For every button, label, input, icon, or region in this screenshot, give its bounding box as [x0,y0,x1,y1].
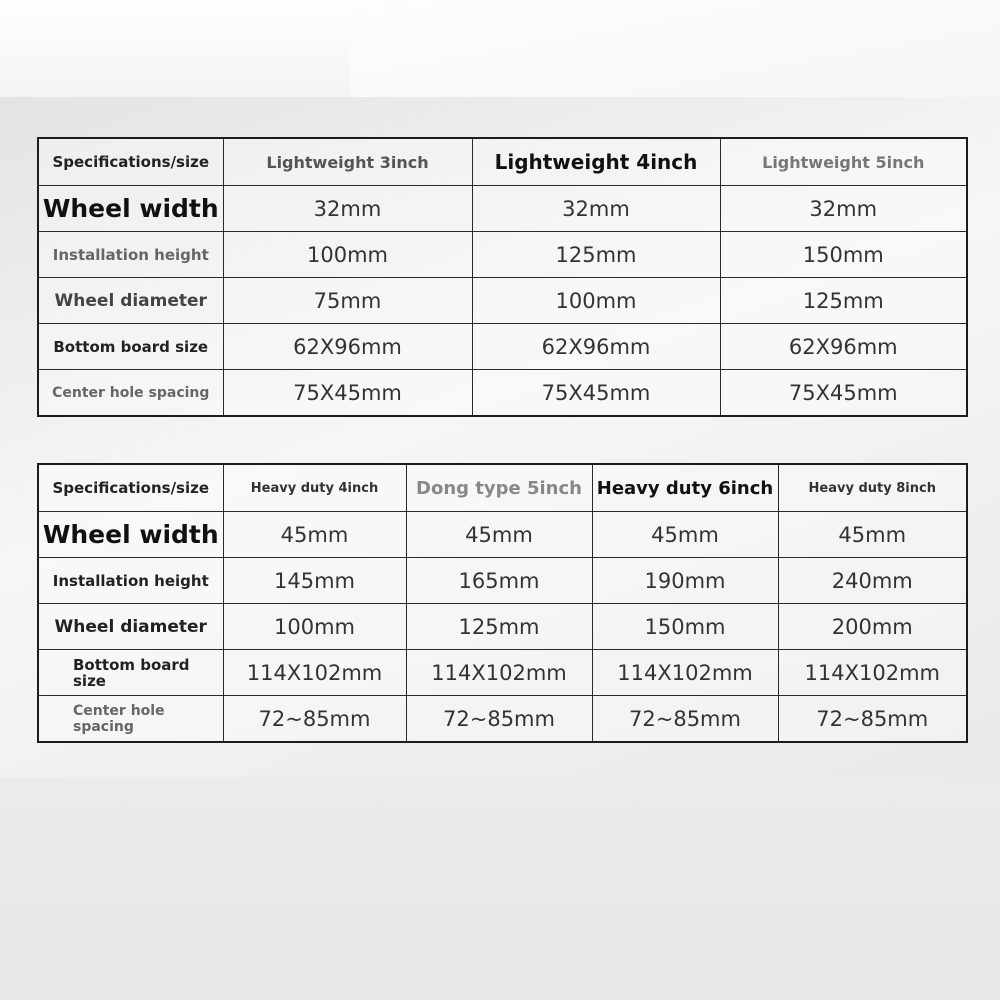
heavy-duty-spec-table [37,463,968,743]
table-cell: 114X102mm [406,650,592,696]
table-cell: 75X45mm [472,370,720,417]
table-cell: 125mm [472,232,720,278]
header-label-cell: Specifications/size [38,138,223,186]
row-label: Wheel diameter [38,604,223,650]
table-row [38,512,967,558]
table-cell: 72~85mm [406,696,592,743]
table-cell: 32mm [720,186,967,232]
table-header-row [38,138,967,186]
table-cell: 150mm [592,604,778,650]
table-cell: 240mm [778,558,967,604]
column-header: Heavy duty 8inch [778,464,967,512]
table-cell: 62X96mm [223,324,472,370]
table-row [38,232,967,278]
table-cell: 45mm [778,512,967,558]
table-cell: 45mm [406,512,592,558]
row-label: Center hole spacing [38,696,223,743]
column-header: Dong type 5inch [406,464,592,512]
column-header: Heavy duty 4inch [223,464,406,512]
table-cell: 125mm [720,278,967,324]
background-panel [0,0,350,97]
table-cell: 75X45mm [720,370,967,417]
header-label-cell: Specifications/size [38,464,223,512]
column-header: Lightweight 4inch [472,138,720,186]
lightweight-spec-table [37,137,968,417]
row-label: Installation height [38,558,223,604]
table-row [38,324,967,370]
table-cell: 114X102mm [778,650,967,696]
table-cell: 45mm [223,512,406,558]
row-label: Wheel diameter [38,278,223,324]
table-row [38,558,967,604]
table-row [38,278,967,324]
table-cell: 72~85mm [592,696,778,743]
column-header: Lightweight 3inch [223,138,472,186]
table-header-row [38,464,967,512]
table-row [38,186,967,232]
row-label: Bottom board size [38,324,223,370]
table-cell: 32mm [223,186,472,232]
row-label: Wheel width [38,512,223,558]
table-cell: 62X96mm [720,324,967,370]
table-row [38,370,967,417]
table-cell: 100mm [223,232,472,278]
table-row [38,650,967,696]
table-cell: 72~85mm [778,696,967,743]
table-cell: 114X102mm [223,650,406,696]
table-cell: 75mm [223,278,472,324]
table-row [38,696,967,743]
table-cell: 190mm [592,558,778,604]
table-cell: 100mm [472,278,720,324]
table-cell: 72~85mm [223,696,406,743]
table-cell: 100mm [223,604,406,650]
table-cell: 125mm [406,604,592,650]
table-cell: 200mm [778,604,967,650]
table-cell: 165mm [406,558,592,604]
table-cell: 150mm [720,232,967,278]
row-label: Wheel width [38,186,223,232]
table-cell: 32mm [472,186,720,232]
column-header: Heavy duty 6inch [592,464,778,512]
table-cell: 45mm [592,512,778,558]
table-cell: 62X96mm [472,324,720,370]
table-cell: 75X45mm [223,370,472,417]
row-label: Bottom board size [38,650,223,696]
column-header: Lightweight 5inch [720,138,967,186]
table-row [38,604,967,650]
row-label: Center hole spacing [38,370,223,417]
background-band-lower [0,777,1000,1000]
table-cell: 114X102mm [592,650,778,696]
table-cell: 145mm [223,558,406,604]
row-label: Installation height [38,232,223,278]
